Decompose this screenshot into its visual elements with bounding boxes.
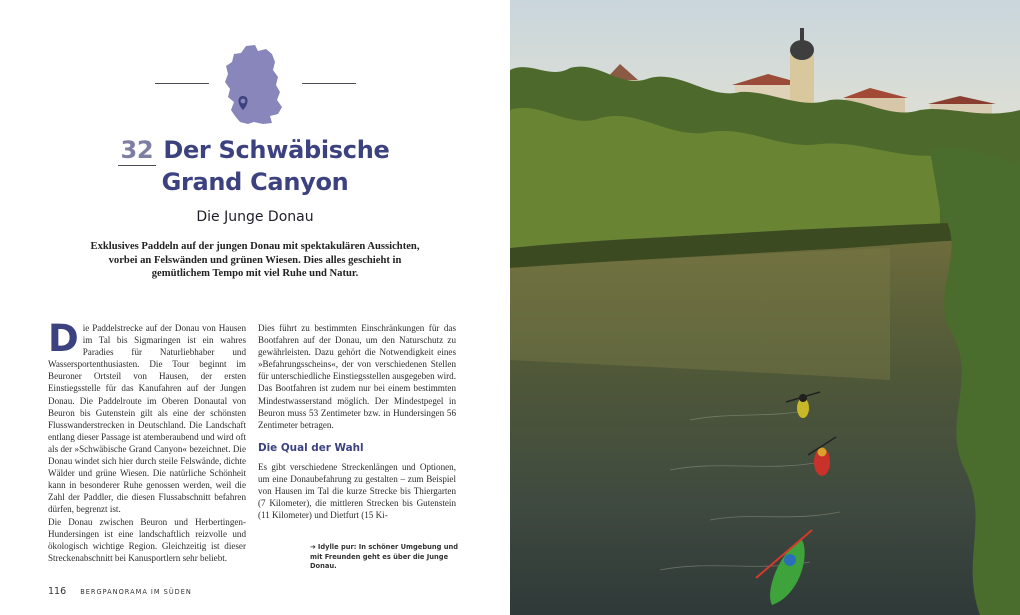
- body-paragraph: Es gibt verschiedene Streckenlängen und Optionen, um eine Donaubefahrung zu gestalten – zum Beispiel von Hausen im Tal die kurze Strecke bis Thiergarten (7 Kilometer), die mittleren Strecken bis Gutenstein (11 Kilometer) und Dietfurt (15 Ki-: [258, 461, 456, 521]
- caption-text: Idylle pur: In schöner Umgebung und mit Freunden geht es über die Junge Donau.: [310, 543, 459, 570]
- drop-cap: D: [48, 317, 79, 360]
- river-kayak-photo: [510, 0, 1020, 615]
- photo-caption: [310, 543, 460, 572]
- section-name: BERGPANORAMA IM SÜDEN: [80, 588, 192, 596]
- river-reflection: [510, 248, 890, 380]
- arrow-right-icon: ➔: [310, 543, 316, 551]
- lead-paragraph: Exklusives Paddeln auf der jungen Donau mit spektakulären Aussichten, vorbei an Felswänden und grünen Wiesen. Dies alles geschieht in gemütlichem Tempo mit viel Ruhe und Natur.: [90, 241, 420, 280]
- body-paragraph: Die Donau zwischen Beuron und Herbertingen-Hundersingen ist eine landschaftlich reizvolle und ökologisch wichtige Region. Gleichzeitig ist dieser Streckenabschnitt bei Kanusportlern sehr beliebt.: [48, 516, 246, 563]
- page-number: 116: [48, 586, 67, 597]
- chapter-title-line-1: [40, 136, 470, 164]
- germany-map-icon: [222, 44, 286, 126]
- body-column-2: [258, 322, 456, 521]
- photo-illustration: [510, 0, 1020, 615]
- section-heading: Die Qual der Wahl: [258, 441, 364, 454]
- chapter-number: 32: [120, 136, 154, 164]
- decorative-rule-left: [155, 83, 209, 84]
- decorative-rule-right: [302, 83, 356, 84]
- page-footer: [48, 579, 192, 598]
- body-paragraph: Dies führt zu bestimmten Einschränkungen für das Bootfahren auf der Donau, um den Naturschutz zu gewährleisten. Dazu gehört die Notwendigkeit eines »Befahrungsscheins«, der von verschiedenen Stellen für unterschiedliche Einstiegsstellen ausgegeben wird. Das Bootfahren ist zudem nur bei einem bestimmten Mindestwasserstand möglich. Der Mindestpegel in Beuron muss 53 Zentimeter bzw. in Hundersingen 56 Zentimeter betragen.: [258, 323, 456, 430]
- chapter-title-line-2: Grand Canyon: [161, 168, 349, 196]
- body-column-1: [48, 317, 246, 564]
- chapter-title-text: Der Schwäbische: [163, 136, 390, 164]
- body-paragraph: ie Paddelstrecke auf der Donau von Hausen im Tal bis Sigmaringen ist ein wahres Paradies für Naturliebhaber und Wassersportenthusiasten. Die Tour beginnt im Beuroner Ortsteil von Hausen, der ersten Einstiegsstelle für das Kanufahren auf der Jungen Donau. Die Paddelroute im Oberen Donautal von Beuron bis Gutenstein gilt als eine der schönsten Flusswanderstrecken in Deutschland. Die Landschaft entlang dieser Passage ist atemberaubend und wird oft als der »Schwäbische Grand Canyon« bezeichnet. Die Donau windet sich hier durch steile Felswände, dichte Wälder und grüne Wiesen. Die natürliche Schönheit kann in besonderer Ruhe genossen werden, weil die Zahl der Paddler, die diesen Flussabschnitt befahren dürfen, begrenzt ist.: [48, 323, 246, 515]
- chapter-subtitle: Die Junge Donau: [196, 209, 314, 225]
